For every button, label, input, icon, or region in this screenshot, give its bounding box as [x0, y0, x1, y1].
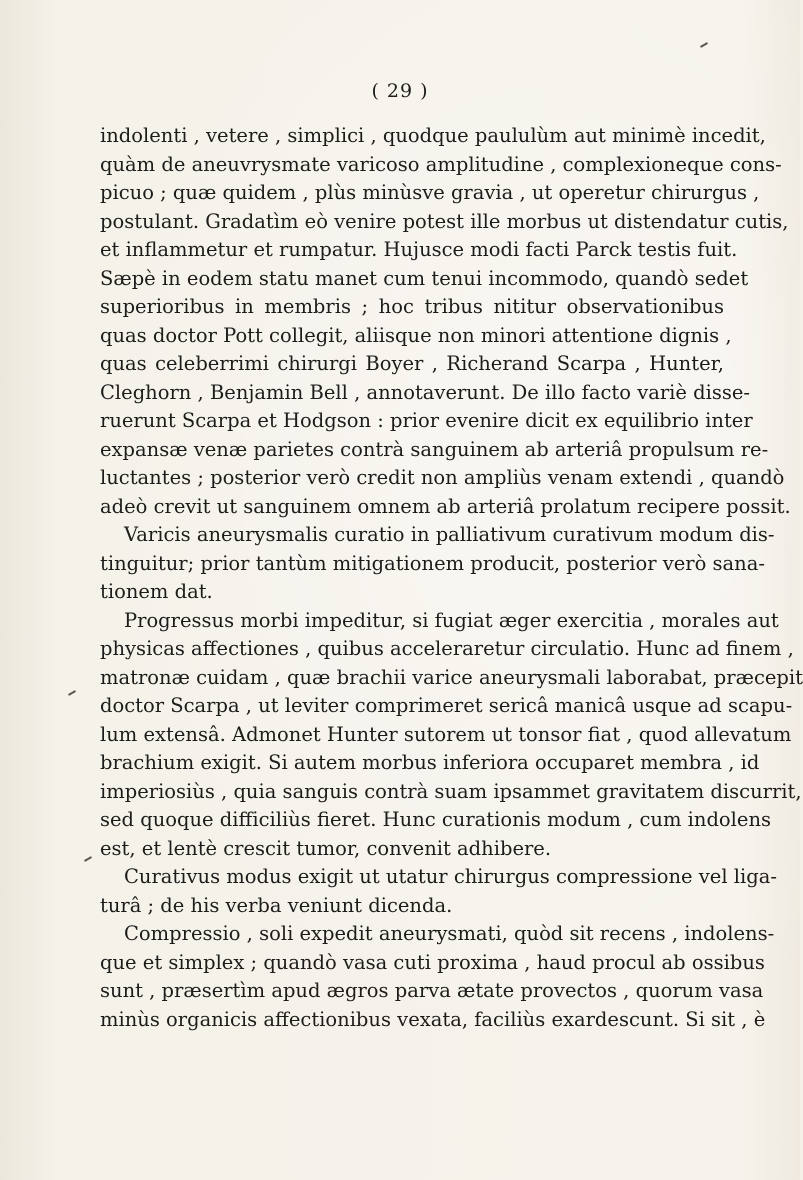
page-number: ( 29 ): [371, 80, 429, 102]
text-line: indolenti , vetere , simplici , quodque paululùm aut minimè incedit,: [100, 124, 766, 147]
text-line: tionem dat.: [100, 580, 213, 603]
margin-pencil-mark: [700, 42, 708, 48]
text-line: est, et lentè crescit tumor, convenit adhibere.: [100, 836, 552, 860]
text-line: sed quoque difficiliùs fieret. Hunc curationis modum , cum indolens: [100, 808, 772, 831]
paragraph: [100, 122, 791, 607]
text-line: Cleghorn , Benjamin Bell , annotaverunt. De illo facto variè disse-: [100, 380, 751, 404]
text-line: Sæpè in eodem statu manet cum tenui incommodo, quandò sedet: [100, 266, 749, 290]
text-line: quas celeberrimi chirurgi Boyer , Richerand Scarpa , Hunter,: [100, 352, 724, 375]
text-line: superioribus in membris ; hoc tribus nititur observationibus: [100, 295, 724, 318]
text-line: quas doctor Pott collegit, aliisque non minori attentione dignis ,: [100, 323, 732, 347]
text-line: imperiosiùs , quia sanguis contrà suam ipsammet gravitatem discurrit,: [100, 779, 802, 803]
text-line: doctor Scarpa , ut leviter comprimeret sericâ manicâ usque ad scapu-: [100, 694, 793, 717]
text-line: turâ ; de his verba veniunt dicenda.: [100, 893, 453, 917]
text-line: sunt , præsertìm apud ægros parva ætate provectos , quorum vasa: [100, 979, 764, 1002]
text-line: Curativus modus exigit ut utatur chirurgus compressione vel liga-: [124, 865, 777, 888]
paragraph: [100, 920, 775, 1034]
text-line: expansæ venæ parietes contrà sanguinem ab arteriâ propulsum re-: [100, 437, 769, 461]
text-line: postulant. Gradatìm eò venire potest ille morbus ut distendatur cutis,: [100, 209, 789, 233]
text-line: brachium exigit. Si autem morbus inferiora occuparet membra , id: [100, 751, 760, 774]
text-line: Progressus morbi impeditur, si fugiat æger exercitia , morales aut: [124, 608, 779, 632]
paragraph: [100, 607, 803, 864]
text-line: Compressio , soli expedit aneurysmati, quòd sit recens , indolens-: [124, 922, 775, 945]
text-line: que et simplex ; quandò vasa cuti proxima , haud procul ab ossibus: [100, 950, 765, 974]
margin-pencil-mark: [84, 856, 92, 862]
text-line: luctantes ; posterior verò credit non ampliùs venam extendi , quandò: [100, 466, 785, 489]
text-line: et inflammetur et rumpatur. Hujusce modi facti Parck testis fuit.: [100, 238, 738, 261]
text-line: picuo ; quæ quidem , plùs minùsve gravia , ut operetur chirurgus ,: [100, 181, 760, 204]
text-line: quàm de aneuvrysmate varicoso amplitudine , complexioneque cons-: [100, 152, 782, 176]
text-line: adeò crevit ut sanguinem omnem ab arteriâ prolatum recipere possit.: [100, 494, 791, 518]
text-line: lum extensâ. Admonet Hunter sutorem ut tonsor fiat , quod allevatum: [100, 722, 792, 746]
margin-pencil-mark: [68, 690, 76, 696]
text-body: [100, 122, 803, 1034]
text-line: physicas affectiones , quibus acceleraretur circulatio. Hunc ad finem ,: [100, 637, 794, 660]
paragraph: [100, 863, 777, 920]
text-line: minùs organicis affectionibus vexata, faciliùs exardescunt. Si sit , è: [100, 1007, 766, 1031]
text-line: ruerunt Scarpa et Hodgson : prior evenire dicit ex equilibrio inter: [100, 409, 753, 432]
text-line: matronæ cuidam , quæ brachii varice aneurysmali laborabat, præcepit: [100, 665, 803, 689]
text-line: Varicis aneurysmalis curatio in palliativum curativum modum dis-: [124, 523, 775, 546]
text-line: tinguitur; prior tantùm mitigationem producit, posterior verò sana-: [100, 551, 765, 575]
